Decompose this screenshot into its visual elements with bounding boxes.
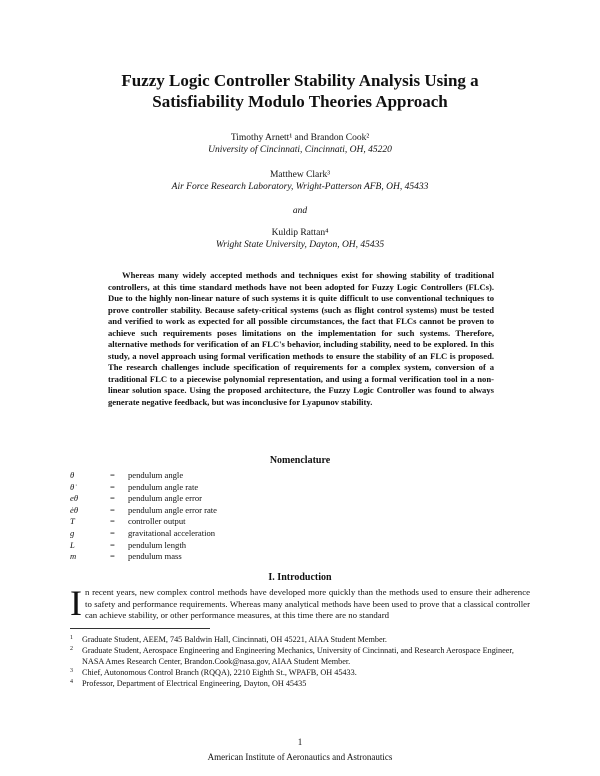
section-heading-introduction: I. Introduction bbox=[268, 572, 332, 583]
nomenclature-symbol: θ̇ bbox=[70, 481, 75, 492]
author-connector: and bbox=[292, 206, 308, 216]
footnote-text: Chief, Autonomous Control Branch (RQQA), 2210 Eighth St., WPAFB, OH 45433. bbox=[82, 668, 357, 677]
nomenclature-heading: Nomenclature bbox=[269, 455, 331, 466]
introduction-text: n recent years, new complex control methods have developed more quickly than the methods used to ensure their adherence to safety and performance requirements. Whereas many analytical methods have been used to prove that a classical controller can achieve stability, or other performance measures, at this time there are no standard bbox=[85, 587, 530, 621]
footnote-text: Professor, Department of Electrical Engineering, Dayton, OH 45435 bbox=[82, 679, 307, 688]
introduction-paragraph bbox=[70, 583, 530, 623]
author-block-4 bbox=[60, 227, 540, 251]
footnote-mark: 4 bbox=[70, 679, 73, 685]
author-names: Timothy Arnett¹ and Brandon Cook² bbox=[230, 133, 370, 143]
footnote-mark: 1 bbox=[70, 635, 73, 641]
nomenclature-row bbox=[70, 516, 217, 528]
nomenclature-equals: = bbox=[110, 470, 115, 480]
paper-title bbox=[60, 70, 540, 112]
nomenclature-symbol: ėθ bbox=[70, 504, 79, 515]
nomenclature-description: pendulum length bbox=[128, 539, 186, 550]
footnote bbox=[70, 634, 530, 645]
nomenclature-row bbox=[70, 528, 217, 540]
nomenclature-equals: = bbox=[110, 527, 115, 538]
footnote bbox=[70, 678, 530, 689]
footnote-mark: 2 bbox=[70, 646, 73, 652]
nomenclature-equals: = bbox=[110, 481, 115, 492]
nomenclature-symbol: L bbox=[70, 539, 75, 550]
nomenclature-description: pendulum angle rate bbox=[128, 481, 199, 492]
nomenclature-equals: = bbox=[110, 539, 115, 550]
nomenclature-equals: = bbox=[110, 516, 115, 527]
nomenclature-row bbox=[70, 540, 217, 552]
title-line-1: Fuzzy Logic Controller Stability Analysis Using a bbox=[121, 71, 479, 90]
drop-cap: I bbox=[70, 583, 82, 623]
nomenclature-row bbox=[70, 482, 217, 494]
author-affiliation: Wright State University, Dayton, OH, 45435 bbox=[215, 240, 385, 250]
footnote-text: Graduate Student, Aerospace Engineering and Engineering Mechanics, University of Cincinnati, and Research Aerospace Engineer, NASA Ames Research Center, Brandon.Cook@nasa.gov, AIAA Student Member. bbox=[82, 646, 514, 666]
nomenclature-symbol: eθ bbox=[70, 493, 79, 504]
nomenclature-description: pendulum angle bbox=[128, 470, 184, 480]
footnotes bbox=[70, 634, 530, 689]
nomenclature-symbol: m bbox=[70, 551, 77, 562]
author-affiliation: Air Force Research Laboratory, Wright-Patterson AFB, OH, 45433 bbox=[171, 182, 429, 192]
nomenclature-description: controller output bbox=[128, 516, 186, 527]
nomenclature-description: pendulum angle error bbox=[128, 493, 202, 504]
nomenclature-symbol: T bbox=[70, 516, 75, 527]
nomenclature-symbol: g bbox=[70, 527, 75, 538]
footnote bbox=[70, 645, 530, 667]
author-block-2 bbox=[60, 169, 540, 193]
author-names: Matthew Clark³ bbox=[269, 170, 331, 180]
page-footer: American Institute of Aeronautics and Astronautics bbox=[207, 752, 393, 762]
nomenclature-row bbox=[70, 470, 217, 482]
footnote-mark: 3 bbox=[70, 668, 73, 674]
nomenclature-equals: = bbox=[110, 493, 115, 504]
nomenclature-row bbox=[70, 551, 217, 563]
footnote bbox=[70, 667, 530, 678]
author-names: Kuldip Rattan⁴ bbox=[271, 228, 329, 238]
author-block-1 bbox=[60, 132, 540, 156]
footnote-text: Graduate Student, AEEM, 745 Baldwin Hall, Cincinnati, OH 45221, AIAA Student Member. bbox=[82, 635, 387, 644]
footnote-divider bbox=[70, 628, 210, 629]
nomenclature-description: gravitational acceleration bbox=[128, 527, 216, 538]
page-number: 1 bbox=[297, 737, 303, 747]
nomenclature-description: pendulum angle error rate bbox=[128, 504, 218, 515]
nomenclature-row bbox=[70, 505, 217, 517]
nomenclature-equals: = bbox=[110, 551, 115, 562]
nomenclature-description: pendulum mass bbox=[128, 551, 182, 562]
nomenclature-row bbox=[70, 493, 217, 505]
nomenclature-equals: = bbox=[110, 504, 115, 515]
nomenclature-symbol: θ bbox=[70, 470, 75, 480]
nomenclature-list bbox=[70, 470, 217, 563]
title-line-2: Satisfiability Modulo Theories Approach bbox=[152, 92, 448, 111]
author-affiliation: University of Cincinnati, Cincinnati, OH, 45220 bbox=[208, 145, 392, 155]
abstract: Whereas many widely accepted methods and techniques exist for showing stability of traditional controllers, at this time standard methods have not been adopted for Fuzzy Logic Controllers (FLCs). Due to the highly non-linear nature of such systems it is quite difficult to use conventional techniques to prove controller stability. Because safety-critical systems (such as flight control systems) must be tested and verified to work as expected for all possible circumstances, the fact that FLCs cannot be proven to achieve such requirements poses limitations on the implementation for such systems. Therefore, alternative methods for verification of an FLC's behavior, including stability, need to be explored. In this study, a novel approach using formal verification methods to ensure the stability of an FLC is proposed. The research challenges include specification of requirements for a complex system, conversion of a traditional FLC to a piecewise polynomial representation, and using a formal verification tool in a non-linear solution space. Using the proposed architecture, the Fuzzy Logic Controller was found to always generate negative feedback, but was inconclusive for Lyapunov stability. bbox=[108, 270, 494, 407]
